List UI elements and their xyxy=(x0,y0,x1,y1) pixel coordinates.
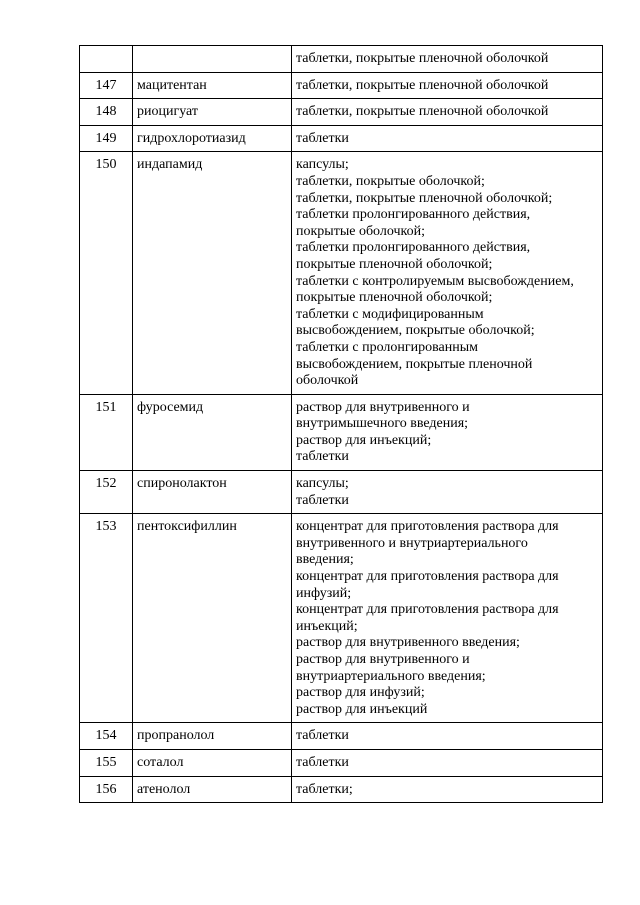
row-number-cell: 152 xyxy=(80,471,133,514)
dosage-form-cell xyxy=(292,776,603,803)
dosage-form-cell xyxy=(292,514,603,723)
dosage-form-cell xyxy=(292,46,603,73)
drug-name-cell xyxy=(133,46,292,73)
dosage-form-line: покрытые оболочкой; xyxy=(296,223,426,239)
drug-name-cell: мацитентан xyxy=(133,72,292,99)
dosage-form-line: таблетки; xyxy=(296,781,353,797)
dosage-form-line: раствор для внутривенного и xyxy=(296,652,470,667)
dosage-form-line: таблетки xyxy=(296,130,349,146)
row-number-cell: 148 xyxy=(80,99,133,126)
dosage-form-line: концентрат для приготовления раствора для xyxy=(296,519,559,535)
dosage-form-line: покрытые пленочной оболочкой; xyxy=(296,290,493,306)
drug-name-cell: атенолол xyxy=(133,776,292,803)
dosage-form-line: инфузий; xyxy=(296,585,352,601)
dosage-form-line: оболочкой xyxy=(296,373,359,389)
drug-table-body xyxy=(80,46,603,803)
dosage-form-line: раствор для внутривенного введения; xyxy=(296,635,520,651)
table-row xyxy=(80,46,603,73)
table-row xyxy=(80,394,603,470)
dosage-form-line: покрытые пленочной оболочкой; xyxy=(296,256,493,272)
row-number-cell: 150 xyxy=(80,152,133,394)
dosage-form-line: высвобождением, покрытые оболочкой; xyxy=(296,323,535,339)
row-number-cell: 151 xyxy=(80,394,133,470)
row-number-cell: 156 xyxy=(80,776,133,803)
dosage-form-line: таблетки xyxy=(296,754,349,770)
dosage-form-line: таблетки пролонгированного действия, xyxy=(296,207,531,223)
table-row xyxy=(80,72,603,99)
dosage-form-line: таблетки, покрытые пленочной оболочкой xyxy=(296,104,549,120)
drug-table xyxy=(79,45,603,803)
dosage-form-line: раствор для внутривенного и xyxy=(296,399,470,415)
dosage-form-line: внутриартериального введения; xyxy=(296,668,486,684)
drug-name-cell: пентоксифиллин xyxy=(133,514,292,723)
table-row xyxy=(80,152,603,394)
dosage-form-line: капсулы; xyxy=(296,157,349,173)
dosage-form-line: раствор для инфузий; xyxy=(296,685,425,701)
dosage-form-line: капсулы; xyxy=(296,476,349,492)
dosage-form-line: внутривенного и внутриартериального xyxy=(296,535,528,551)
row-number-cell xyxy=(80,46,133,73)
row-number-cell: 154 xyxy=(80,723,133,750)
dosage-form-line: высвобождением, покрытые пленочной xyxy=(296,356,533,372)
drug-name-cell: гидрохлоротиазид xyxy=(133,125,292,152)
dosage-form-cell xyxy=(292,152,603,394)
dosage-form-line: таблетки xyxy=(296,492,349,508)
dosage-form-line: таблетки с пролонгированным xyxy=(296,339,479,355)
table-row xyxy=(80,471,603,514)
table-row xyxy=(80,776,603,803)
dosage-form-line: раствор для инъекций xyxy=(296,701,428,717)
table-row xyxy=(80,514,603,723)
dosage-form-line: концентрат для приготовления раствора для xyxy=(296,569,559,585)
dosage-form-line: инъекций; xyxy=(296,618,358,634)
dosage-form-line: таблетки с модифицированным xyxy=(296,306,484,322)
table-row xyxy=(80,723,603,750)
dosage-form-cell xyxy=(292,125,603,152)
table-row xyxy=(80,99,603,126)
drug-name-cell: пропранолол xyxy=(133,723,292,750)
dosage-form-cell xyxy=(292,99,603,126)
dosage-form-line: таблетки xyxy=(296,728,349,744)
row-number-cell: 149 xyxy=(80,125,133,152)
dosage-form-line: таблетки xyxy=(296,449,349,465)
table-row xyxy=(80,749,603,776)
dosage-form-line: таблетки, покрытые пленочной оболочкой xyxy=(296,77,549,93)
row-number-cell: 155 xyxy=(80,749,133,776)
drug-name-cell: индапамид xyxy=(133,152,292,394)
dosage-form-cell xyxy=(292,723,603,750)
dosage-form-line: таблетки, покрытые пленочной оболочкой xyxy=(296,51,549,66)
dosage-form-line: таблетки, покрытые оболочкой; xyxy=(296,173,485,189)
dosage-form-line: концентрат для приготовления раствора для xyxy=(296,602,559,618)
dosage-form-cell xyxy=(292,749,603,776)
drug-name-cell: риоцигуат xyxy=(133,99,292,126)
dosage-form-cell xyxy=(292,72,603,99)
dosage-form-line: введения; xyxy=(296,552,354,568)
dosage-form-cell xyxy=(292,394,603,470)
dosage-form-line: таблетки пролонгированного действия, xyxy=(296,240,531,256)
drug-name-cell: спиронолактон xyxy=(133,471,292,514)
dosage-form-cell xyxy=(292,471,603,514)
dosage-form-line: раствор для инъекций; xyxy=(296,432,432,448)
dosage-form-line: внутримышечного введения; xyxy=(296,416,469,432)
row-number-cell: 153 xyxy=(80,514,133,723)
drug-name-cell: фуросемид xyxy=(133,394,292,470)
row-number-cell: 147 xyxy=(80,72,133,99)
dosage-form-line: таблетки с контролируемым высвобождением, xyxy=(296,273,574,289)
drug-name-cell: соталол xyxy=(133,749,292,776)
table-row xyxy=(80,125,603,152)
dosage-form-line: таблетки, покрытые пленочной оболочкой; xyxy=(296,190,553,206)
